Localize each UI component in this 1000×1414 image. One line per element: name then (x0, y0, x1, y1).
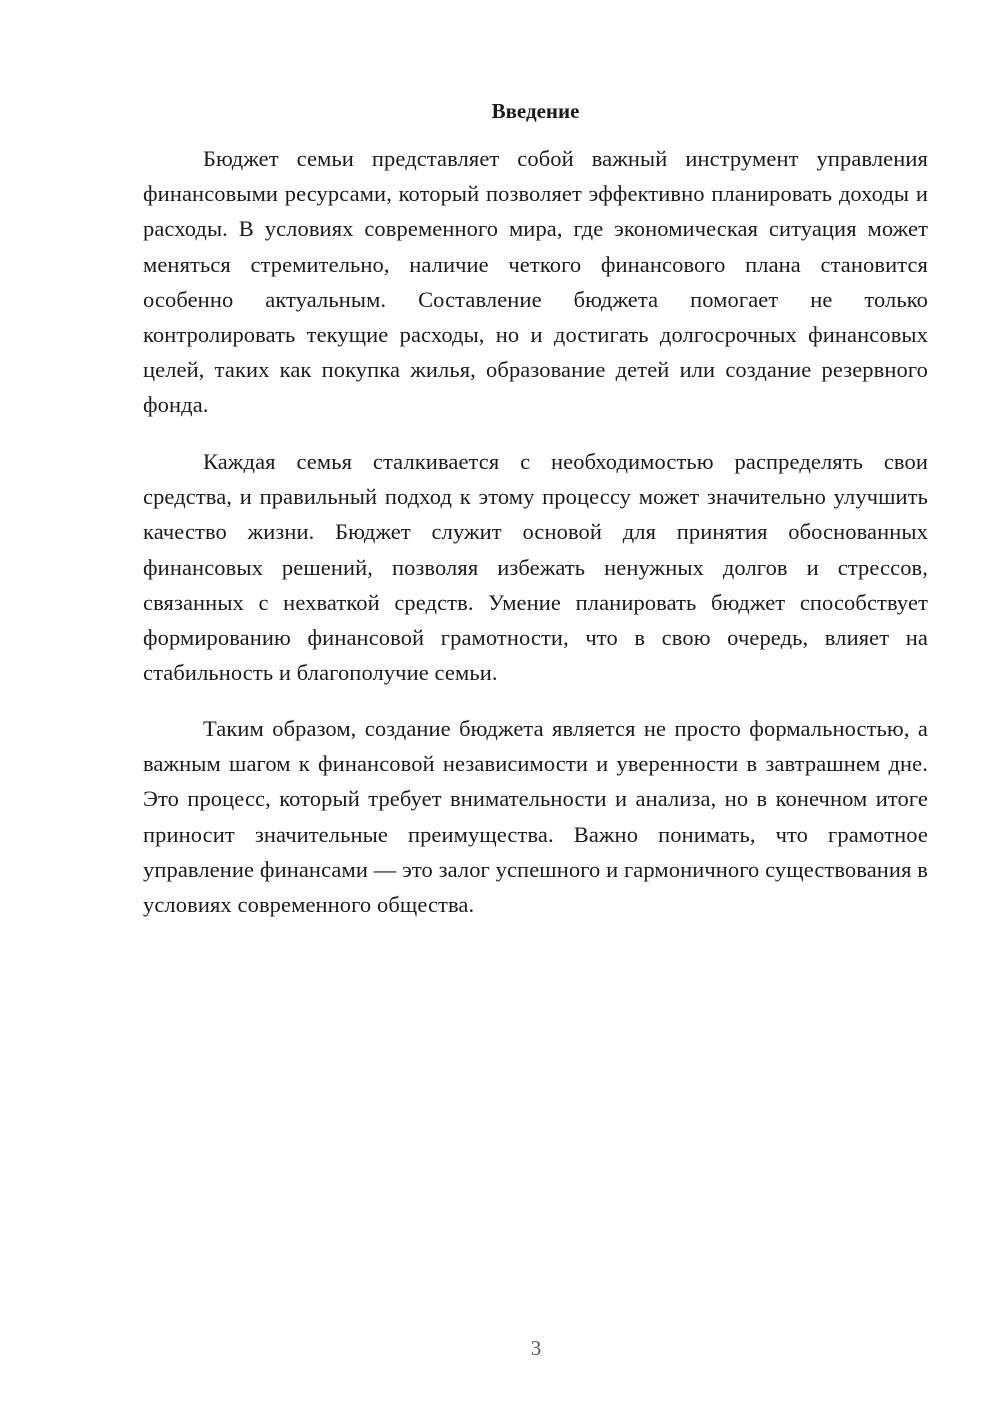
paragraph-1: Бюджет семьи представляет собой важный инструмент управления финансовыми ресурсами, который позволяет эффективно планировать доходы и расходы. В условиях современного мира, где экономическая ситуация может меняться стремительно, наличие четкого финансового плана становится особенно актуальным. Составление бюджета помогает не только контролировать текущие расходы, но и достигать долгосрочных финансовых целей, таких как покупка жилья, образование детей или создание резервного фонда. (143, 146, 928, 418)
paragraph-3: Таким образом, создание бюджета является не просто формальностью, а важным шагом к финансовой независимости и уверенности в завтрашнем дне. Это процесс, который требует внимательности и анализа, но в конечном итоге приносит значительные преимущества. Важно понимать, что грамотное управление финансами — это залог успешного и гармоничного существования в условиях современного общества. (143, 716, 928, 918)
paragraph-2: Каждая семья сталкивается с необходимостью распределять свои средства, и правильный подход к этому процессу может значительно улучшить качество жизни. Бюджет служит основой для принятия обоснованных финансовых решений, позволяя избежать ненужных долгов и стрессов, связанных с нехваткой средств. Умение планировать бюджет способствует формированию финансовой грамотности, что в свою очередь, влияет на стабильность и благополучие семьи. (143, 449, 928, 686)
page-number: 3 (530, 1336, 542, 1360)
section-title: Введение (491, 99, 580, 123)
